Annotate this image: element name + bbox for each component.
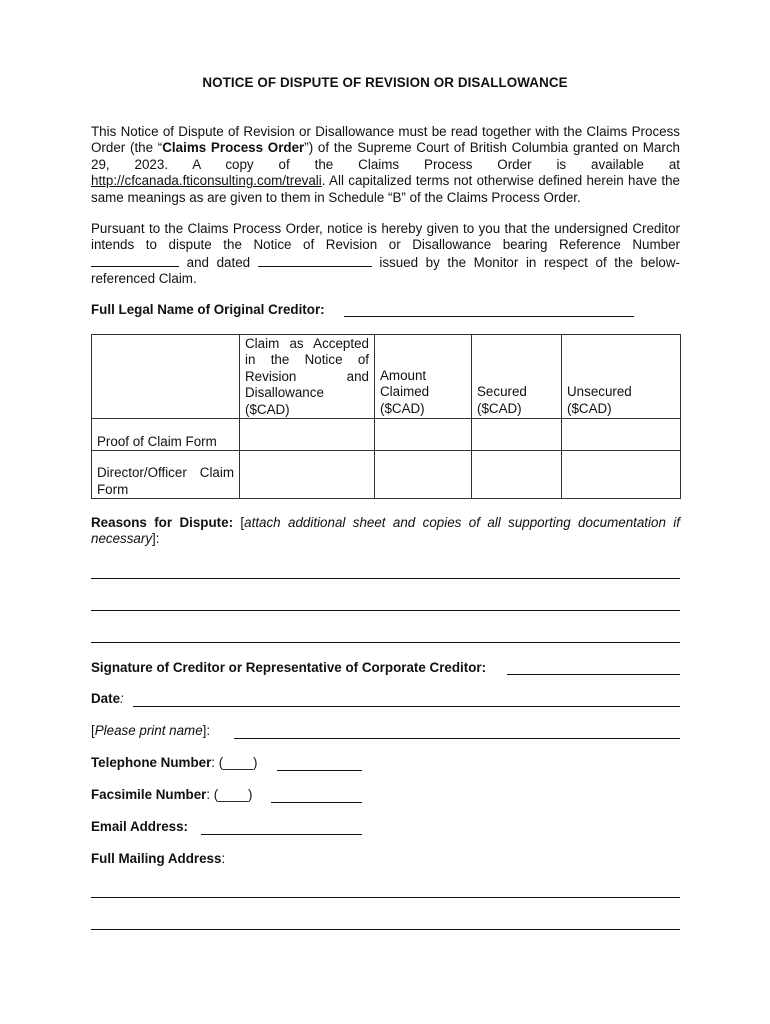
table-row [92,419,681,451]
reasons-paragraph [91,515,680,548]
facsimile-label: Facsimile Number [91,787,207,802]
intro-text-2: ”) of the Supreme Court of British Columbia granted on March 29, 2023. A copy of the Claims Process Order is available at [91,140,680,172]
row-label-proof-of-claim: Proof of Claim Form [92,419,240,451]
reasons-label: Reasons for Dispute: [91,515,234,530]
date-label: Date [91,691,121,706]
print-name-label: [Please print name]: [91,723,211,738]
reasons-line-3[interactable] [91,642,680,643]
reasons-note: attach additional sheet and copies of all supporting documentation if necessary [91,515,680,547]
print-name-text: Please print name [94,723,203,738]
telephone-area-code[interactable]: : (____) [211,755,258,770]
document-title: NOTICE OF DISPUTE OF REVISION OR DISALLOWANCE [202,75,568,90]
mailing-line-1[interactable] [91,897,680,898]
creditor-name-field[interactable] [344,316,634,317]
table-row [92,451,681,499]
mailing-address-label: Full Mailing Address [91,851,222,866]
notice-text-1: Pursuant to the Claims Process Order, notice is hereby given to you that the undersigned Creditor intends to dispute the Notice of Revision or Disallowance bearing Reference Number [91,221,680,253]
claims-process-order-term: Claims Process Order [162,140,305,156]
row-label-director-officer: Director/Officer Claim Form [92,451,240,499]
cell-claim-accepted[interactable] [240,451,375,499]
telephone-label: Telephone Number [91,755,212,770]
header-amount-claimed: Amount Claimed ($CAD) [375,335,472,419]
header-secured: Secured ($CAD) [472,335,562,419]
date-colon: : [120,691,124,706]
cell-secured[interactable] [472,451,562,499]
email-label: Email Address: [91,819,188,834]
reference-number-blank[interactable] [91,254,179,267]
table-header-row [92,335,681,419]
reasons-bracket-close: ]: [152,531,160,547]
cell-amount-claimed[interactable] [375,419,472,451]
fti-consulting-link[interactable]: http://cfcanada.fticonsulting.com/trevali [91,173,322,189]
signature-label: Signature of Creditor or Representative of Corporate Creditor: [91,660,487,675]
intro-text-3: . All capitalized terms not otherwise defined herein have the same meanings as are given to them in Schedule “B” of the Claims Process Order. [91,173,680,205]
claims-table [91,334,681,499]
date-field[interactable] [133,706,680,707]
dated-blank[interactable] [258,254,372,267]
header-empty-cell [92,335,240,419]
cell-unsecured[interactable] [562,451,681,499]
telephone-label-wrap [91,755,257,770]
mailing-address-label-wrap: Full Mailing Address: [91,851,226,866]
cell-secured[interactable] [472,419,562,451]
cell-unsecured[interactable] [562,419,681,451]
email-field[interactable] [201,834,362,835]
facsimile-area-code[interactable]: : (____) [206,787,253,802]
intro-paragraph [91,124,680,206]
notice-text-3: issued by the Monitor in respect of the below-referenced Claim. [91,254,680,287]
date-label-wrap [91,691,124,706]
header-claim-accepted: Claim as Accepted in the Notice of Revision and Disallowance ($CAD) [240,335,375,419]
header-unsecured: Unsecured ($CAD) [562,335,681,419]
cell-claim-accepted[interactable] [240,419,375,451]
reasons-bracket-open: [ [233,515,245,530]
notice-paragraph [91,221,680,288]
facsimile-label-wrap [91,787,253,802]
creditor-name-label: Full Legal Name of Original Creditor: [91,302,325,317]
facsimile-field[interactable] [271,802,362,803]
notice-text-2: and dated [179,254,258,270]
reasons-line-2[interactable] [91,610,680,611]
telephone-field[interactable] [277,770,362,771]
cell-amount-claimed[interactable] [375,451,472,499]
reasons-line-1[interactable] [91,578,680,579]
mailing-line-2[interactable] [91,929,680,930]
signature-field[interactable] [507,674,680,675]
intro-text-1: This Notice of Dispute of Revision or Disallowance must be read together with the Claims Process Order (the “ [91,124,680,156]
print-name-field[interactable] [234,738,680,739]
